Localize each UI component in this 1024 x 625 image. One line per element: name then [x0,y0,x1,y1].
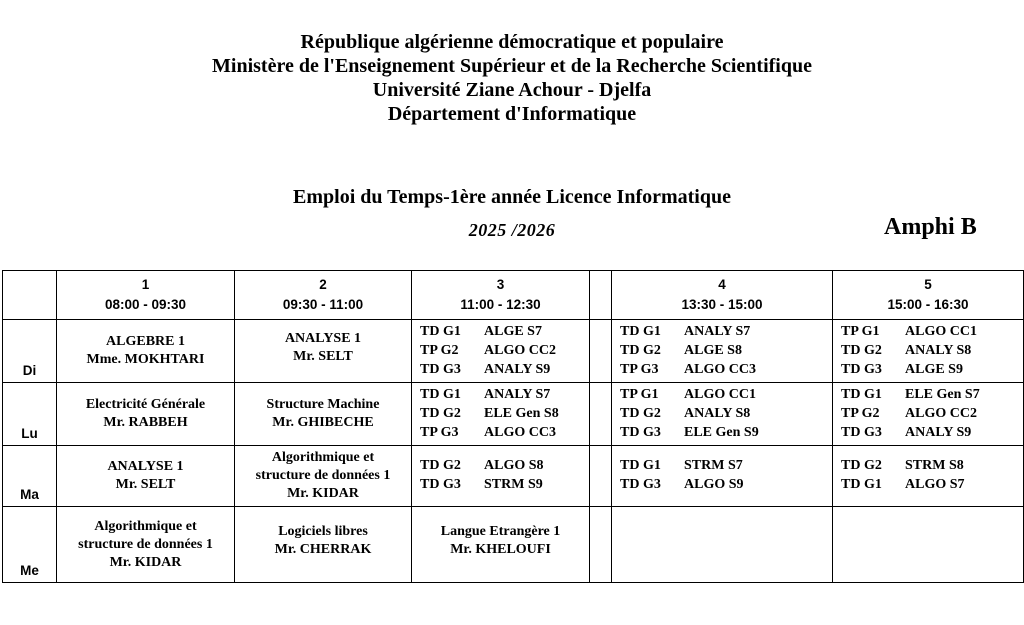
day-label: Ma [3,446,57,507]
group-cell: TD G1 ALGE S7 TP G2 ALGO CC2 TD G3 ANALY S9 [412,320,590,383]
header-university: Université Ziane Achour - Djelfa [372,79,652,101]
course-cell: Langue Etrangère 1 Mr. KHELOUFI [412,507,590,583]
empty-cell [833,507,1024,583]
day-label: Di [3,320,57,383]
row-ma [3,446,1024,507]
slot-header-1: 1 08:00 - 09:30 [57,271,235,320]
lunch-gap [590,446,612,507]
course-cell: Logiciels libres Mr. CHERRAK [235,507,412,583]
lunch-gap [590,507,612,583]
timetable-title: Emploi du Temps-1ère année Licence Informatique [293,186,731,208]
group-cell: TD G1 ANALY S7 TD G2 ALGE S8 TP G3 ALGO CC3 [612,320,833,383]
group-cell: TD G2 STRM S8 TD G1 ALGO S7 [833,446,1024,507]
academic-year: 2025 /2026 [468,220,556,240]
lunch-gap [590,383,612,446]
header-ministry: Ministère de l'Enseignement Supérieur et de la Recherche Scientifique [212,55,812,77]
row-me [3,507,1024,583]
course-cell: Electricité Générale Mr. RABBEH [57,383,235,446]
group-cell: TD G1 ANALY S7 TD G2 ELE Gen S8 TP G3 ALGO CC3 [412,383,590,446]
group-cell: TP G1 ALGO CC1 TD G2 ANALY S8 TD G3 ALGE S9 [833,320,1024,383]
day-label: Lu [3,383,57,446]
empty-cell [612,507,833,583]
corner-cell [3,271,57,320]
slot-header-3: 3 11:00 - 12:30 [412,271,590,320]
day-label: Me [3,507,57,583]
course-cell: Structure Machine Mr. GHIBECHE [235,383,412,446]
group-cell: TD G2 ALGO S8 TD G3 STRM S9 [412,446,590,507]
header-department: Département d'Informatique [387,103,637,125]
course-cell: Algorithmique et structure de données 1 Mr. KIDAR [57,507,235,583]
group-cell: TD G1 STRM S7 TD G3 ALGO S9 [612,446,833,507]
row-di [3,320,1024,383]
document-header [0,30,1024,126]
slot-header-2: 2 09:30 - 11:00 [235,271,412,320]
course-cell: ALGEBRE 1 Mme. MOKHTARI [57,320,235,383]
lunch-gap [590,320,612,383]
header-republic: République algérienne démocratique et populaire [300,31,724,53]
group-cell: TP G1 ALGO CC1 TD G2 ANALY S8 TD G3 ELE Gen S9 [612,383,833,446]
course-cell: ANALYSE 1 Mr. SELT [57,446,235,507]
slot-header-4: 4 13:30 - 15:00 [612,271,833,320]
slot-header-5: 5 15:00 - 16:30 [833,271,1024,320]
timetable [2,270,1024,583]
room-label: Amphi B [884,214,977,240]
course-cell: Algorithmique et structure de données 1 Mr. KIDAR [235,446,412,507]
row-lu [3,383,1024,446]
header-row [3,271,1024,320]
course-cell: ANALYSE 1 Mr. SELT [235,320,412,383]
group-cell: TD G1 ELE Gen S7 TP G2 ALGO CC2 TD G3 ANALY S9 [833,383,1024,446]
lunch-gap [590,271,612,320]
